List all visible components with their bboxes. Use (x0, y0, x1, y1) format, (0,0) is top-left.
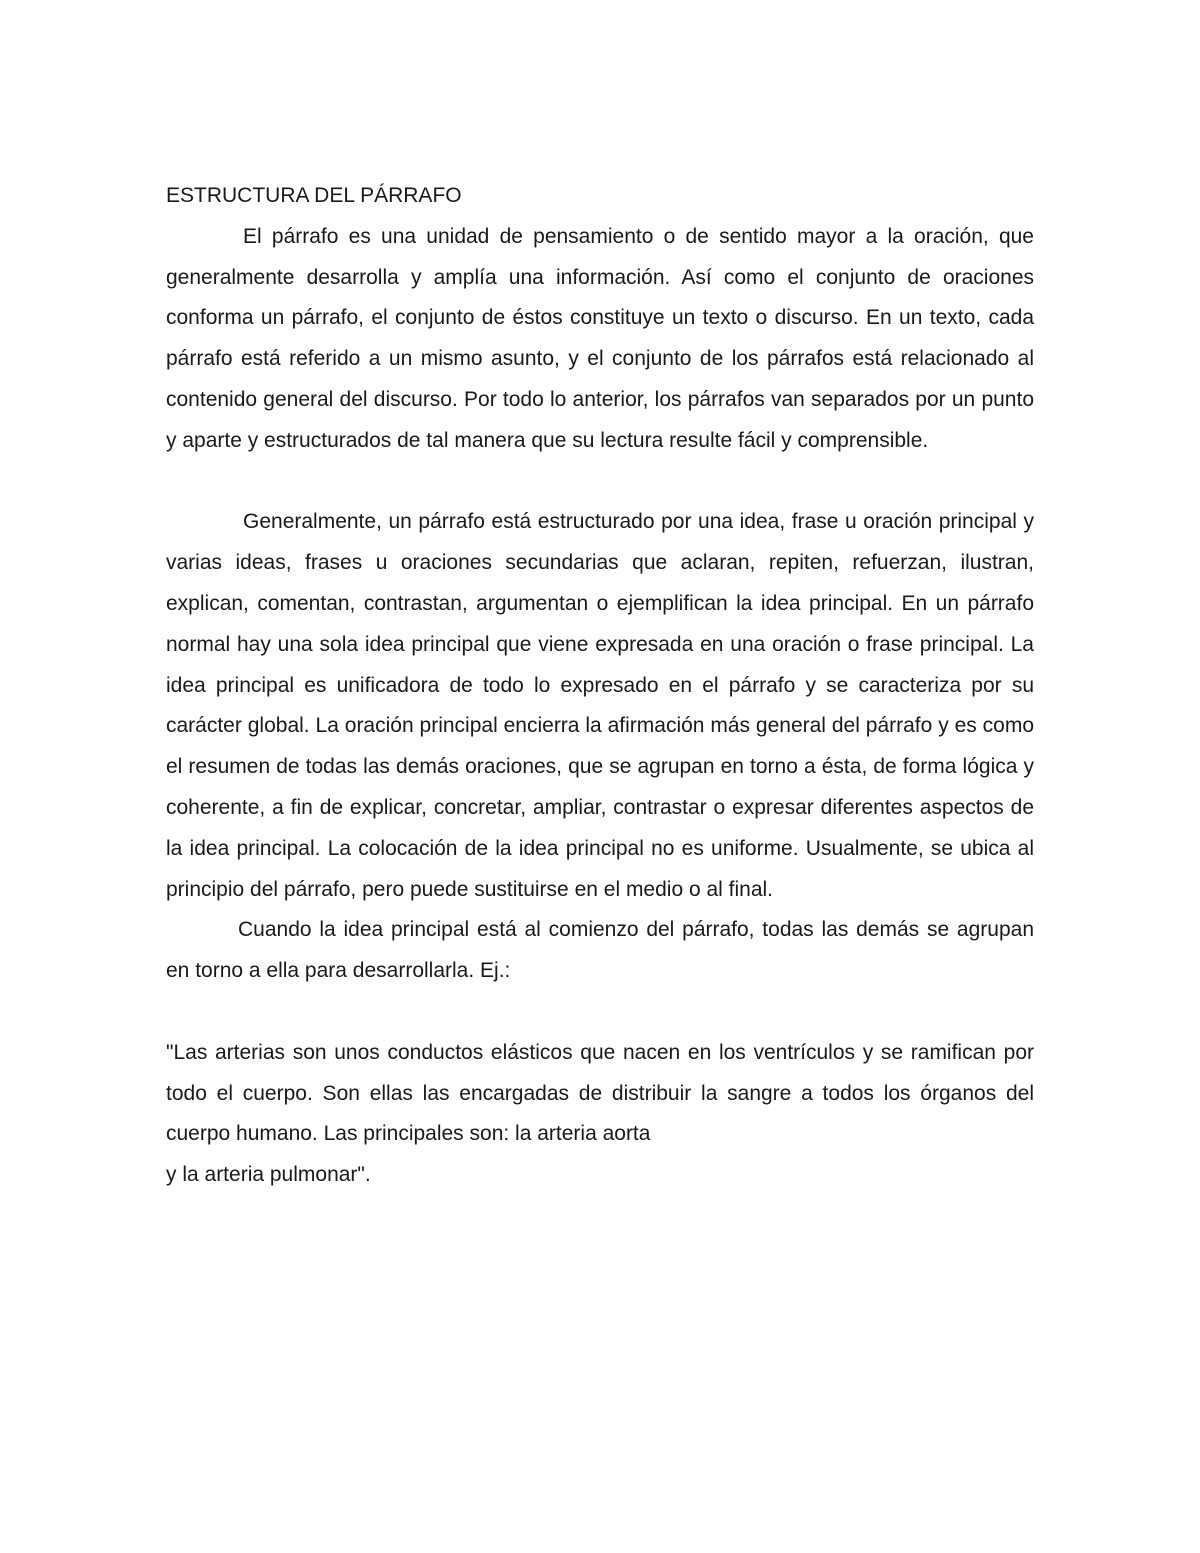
paragraph-spacer (166, 992, 1034, 1033)
paragraph-spacer (166, 462, 1034, 503)
paragraph-example-intro: Cuando la idea principal está al comienzo del párrafo, todas las demás se agrupan en torno a ella para desarrollarla. Ej.: (166, 918, 1034, 983)
paragraph-definition: El párrafo es una unidad de pensamiento o de sentido mayor a la oración, que generalmente desarrolla y amplía una información. Así como el conjunto de oraciones conforma un párrafo, el conjunto de éstos constituye un texto o discurso. En un texto, cada párrafo está referido a un mismo asunto, y el conjunto de los párrafos está relacionado al contenido general del discurso. Por todo lo anterior, los párrafos van separados por un punto y aparte y estructurados de tal manera que su lectura resulte fácil y comprensible. (166, 224, 1034, 452)
document-page (166, 176, 1034, 1196)
example-quote: "Las arterias son unos conductos elásticos que nacen en los ventrículos y se ramifican por todo el cuerpo. Son ellas las encargadas de distribuir la sangre a todos los órganos del cuerpo humano. Las principales son: la arteria aorta (166, 1040, 1034, 1146)
paragraph-structure: Generalmente, un párrafo está estructurado por una idea, frase u oración principal y varias ideas, frases u oraciones secundarias que aclaran, repiten, refuerzan, ilustran, explican, comentan, contrastan, argumentan o ejemplifican la idea principal. En un párrafo normal hay una sola idea principal que viene expresada en una oración o frase principal. La idea principal es unificadora de todo lo expresado en el párrafo y se caracteriza por su carácter global. La oración principal encierra la afirmación más general del párrafo y es como el resumen de todas las demás oraciones, que se agrupan en torno a ésta, de forma lógica y coherente, a fin de explicar, concretar, ampliar, contrastar o expresar diferentes aspectos de la idea principal. La colocación de la idea principal no es uniforme. Usualmente, se ubica al principio del párrafo, pero puede sustituirse en el medio o al final. (166, 510, 1034, 901)
example-quote-end: y la arteria pulmonar". (166, 1163, 371, 1187)
page-title: ESTRUCTURA DEL PÁRRAFO (166, 184, 462, 207)
